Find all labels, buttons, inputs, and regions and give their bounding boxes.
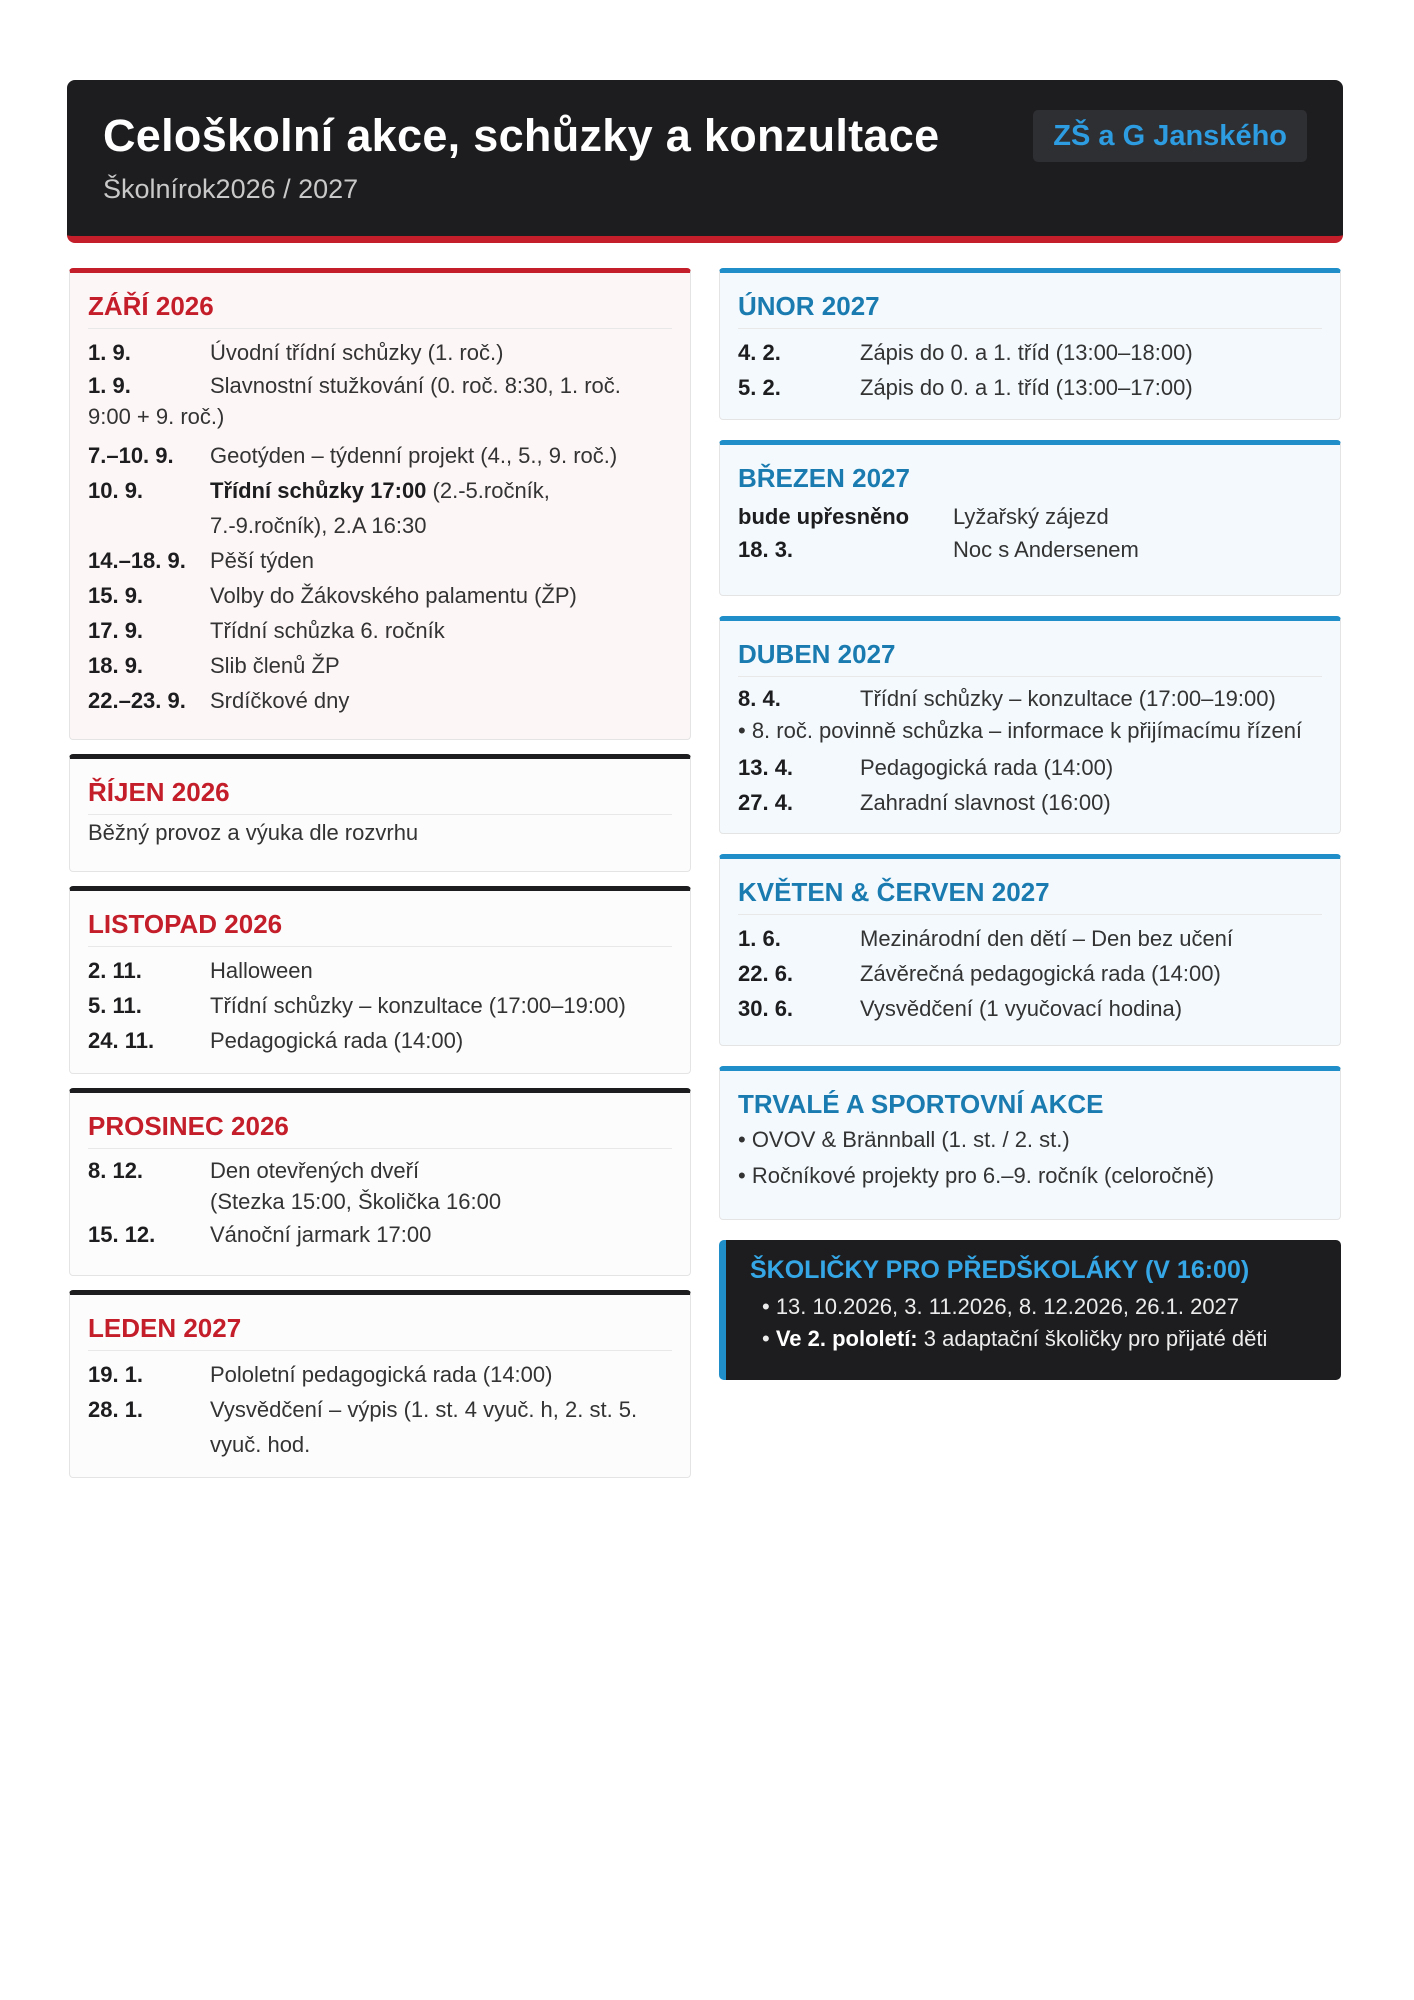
bullet-item: • 13. 10.2026, 3. 11.2026, 8. 12.2026, 26.1. 2027 xyxy=(762,1294,1240,1319)
card-title: ŠKOLIČKY PRO PŘEDŠKOLÁKY (V 16:00) xyxy=(750,1256,1250,1284)
page-header xyxy=(67,80,1343,243)
event-row xyxy=(738,921,1322,956)
card-title: DUBEN 2027 xyxy=(738,639,1322,677)
event-date: 18. 3. xyxy=(738,537,794,562)
event-date: bude upřesněno xyxy=(738,504,910,529)
event-text: Halloween xyxy=(210,958,313,983)
card-text: Běžný provoz a výuka dle rozvrhu xyxy=(88,820,419,845)
event-text-cont: (Stezka 15:00, Školička 16:00 xyxy=(210,1189,502,1214)
event-row xyxy=(88,578,672,613)
event-note: • 8. roč. povinně schůzka – informace k přijímacímu řízení xyxy=(738,718,1303,743)
event-date: 15. 9. xyxy=(88,583,144,608)
event-date: 7.–10. 9. xyxy=(88,443,174,468)
card-rijen xyxy=(69,754,691,872)
event-row xyxy=(88,1155,672,1186)
card-listopad xyxy=(69,886,691,1074)
event-row xyxy=(88,1023,672,1058)
event-date: 15. 12. xyxy=(88,1222,156,1247)
card-brezen xyxy=(719,440,1341,596)
card-title: KVĚTEN & ČERVEN 2027 xyxy=(738,877,1322,915)
event-date: 18. 9. xyxy=(88,653,144,678)
event-text: Den otevřených dveří xyxy=(210,1158,420,1183)
event-row xyxy=(88,683,672,718)
card-kveten-cerven xyxy=(719,854,1341,1046)
school-year: Školnírok2026 / 2027 xyxy=(103,174,359,204)
event-row xyxy=(88,473,672,508)
event-date: 22. 6. xyxy=(738,961,794,986)
event-date: 5. 2. xyxy=(738,375,781,400)
card-duben xyxy=(719,616,1341,834)
event-text: Slib členů ŽP xyxy=(210,653,340,678)
card-zari xyxy=(69,268,691,740)
event-row xyxy=(88,988,672,1023)
bullet-text: 3 adaptační školičky pro přijaté děti xyxy=(917,1326,1268,1351)
event-text: Pololetní pedagogická rada (14:00) xyxy=(210,1362,553,1387)
bullet-bold: Ve 2. pololetí: xyxy=(775,1326,918,1351)
event-row xyxy=(88,953,672,988)
school-badge: ZŠ a G Janského xyxy=(1033,110,1307,162)
event-text-rest: (2.-5.ročník, xyxy=(426,478,550,503)
event-text xyxy=(210,473,672,508)
card-skolicky xyxy=(719,1240,1341,1380)
left-column xyxy=(69,268,691,1492)
event-date: 1. 9. xyxy=(88,340,131,365)
event-date: 28. 1. xyxy=(88,1397,144,1422)
event-date: 1. 6. xyxy=(738,926,781,951)
event-text: Volby do Žákovského palamentu (ŽP) xyxy=(210,583,577,608)
event-text: Mezinárodní den dětí – Den bez učení xyxy=(860,926,1234,951)
event-date: 8. 12. xyxy=(88,1158,144,1183)
event-text: Úvodní třídní schůzky (1. roč.) xyxy=(210,340,504,365)
event-row xyxy=(88,1427,672,1462)
card-title: ÚNOR 2027 xyxy=(738,291,1322,329)
card-title: LISTOPAD 2026 xyxy=(88,909,672,947)
event-date: 13. 4. xyxy=(738,755,794,780)
bullet-item: • Ročníkové projekty pro 6.–9. ročník (celoročně) xyxy=(738,1163,1215,1188)
event-date: 17. 9. xyxy=(88,618,144,643)
event-text: Geotýden – týdenní projekt (4., 5., 9. roč.) xyxy=(210,443,618,468)
bullet-item xyxy=(750,1323,1317,1355)
event-text: Třídní schůzka 6. ročník xyxy=(210,618,445,643)
card-prosinec xyxy=(69,1088,691,1276)
event-row xyxy=(88,543,672,578)
event-text-bold: Třídní schůzky 17:00 xyxy=(210,478,427,503)
event-text: Zápis do 0. a 1. tříd (13:00–17:00) xyxy=(860,375,1193,400)
event-text-cont: 9:00 + 9. roč.) xyxy=(88,404,225,429)
event-text: Lyžařský zájezd xyxy=(953,504,1109,529)
card-title: LEDEN 2027 xyxy=(88,1313,672,1351)
event-date: 4. 2. xyxy=(738,340,781,365)
event-row xyxy=(738,500,1322,533)
event-text: Pěší týden xyxy=(210,548,314,573)
event-row xyxy=(738,991,1322,1026)
event-text: Pedagogická rada (14:00) xyxy=(210,1028,464,1053)
event-date: 30. 6. xyxy=(738,996,794,1021)
page-title: Celoškolní akce, schůzky a konzultace xyxy=(103,110,940,161)
event-date: 5. 11. xyxy=(88,993,142,1018)
event-row xyxy=(88,438,672,473)
event-text: Srdíčkové dny xyxy=(210,688,350,713)
bullet-marker: • xyxy=(762,1326,776,1351)
right-column xyxy=(719,268,1341,1380)
card-title: ZÁŘÍ 2026 xyxy=(88,291,672,329)
event-date: 24. 11. xyxy=(88,1028,155,1053)
event-text: Pedagogická rada (14:00) xyxy=(860,755,1114,780)
card-title: ŘÍJEN 2026 xyxy=(88,777,672,815)
event-row xyxy=(738,335,1322,370)
event-row xyxy=(88,613,672,648)
event-row xyxy=(738,533,1322,566)
event-row xyxy=(88,1357,672,1392)
event-date: 10. 9. xyxy=(88,478,144,503)
event-row xyxy=(738,683,1322,715)
event-text: Vánoční jarmark 17:00 xyxy=(210,1222,432,1247)
card-title: TRVALÉ A SPORTOVNÍ AKCE xyxy=(738,1089,1104,1119)
event-text: Závěrečná pedagogická rada (14:00) xyxy=(860,961,1221,986)
card-title: BŘEZEN 2027 xyxy=(738,463,910,493)
event-row xyxy=(738,956,1322,991)
event-row xyxy=(88,335,672,370)
event-row xyxy=(88,1217,672,1252)
event-text-cont: vyuč. hod. xyxy=(210,1432,311,1457)
event-text: Vysvědčení (1 vyučovací hodina) xyxy=(860,996,1183,1021)
event-date: 19. 1. xyxy=(88,1362,144,1387)
event-row xyxy=(88,1392,672,1427)
card-trvale-akce xyxy=(719,1066,1341,1220)
event-row xyxy=(88,370,672,401)
event-row xyxy=(88,648,672,683)
event-row xyxy=(738,785,1322,820)
card-leden xyxy=(69,1290,691,1478)
event-text: Třídní schůzky – konzultace (17:00–19:00) xyxy=(860,686,1276,711)
event-row xyxy=(88,1186,672,1217)
card-title: PROSINEC 2026 xyxy=(88,1111,672,1149)
card-unor xyxy=(719,268,1341,420)
event-text: Vysvědčení – výpis (1. st. 4 vyuč. h, 2. st. 5. xyxy=(210,1397,638,1422)
event-date: 22.–23. 9. xyxy=(88,688,186,713)
event-date: 8. 4. xyxy=(738,686,781,711)
event-text: Noc s Andersenem xyxy=(953,537,1139,562)
event-text-cont: 7.-9.ročník), 2.A 16:30 xyxy=(210,513,427,538)
event-date: 2. 11. xyxy=(88,958,142,983)
event-row xyxy=(738,370,1322,405)
event-text: Zahradní slavnost (16:00) xyxy=(860,790,1111,815)
event-date: 1. 9. xyxy=(88,373,131,398)
event-date: 14.–18. 9. xyxy=(88,548,186,573)
event-row xyxy=(738,750,1322,785)
event-row xyxy=(88,508,672,543)
event-text: Třídní schůzky – konzultace (17:00–19:00) xyxy=(210,993,626,1018)
event-date: 27. 4. xyxy=(738,790,794,815)
event-text: Slavnostní stužkování (0. roč. 8:30, 1. roč. xyxy=(210,373,621,398)
bullet-item: • OVOV & Brännball (1. st. / 2. st.) xyxy=(738,1127,1070,1152)
event-text: Zápis do 0. a 1. tříd (13:00–18:00) xyxy=(860,340,1193,365)
